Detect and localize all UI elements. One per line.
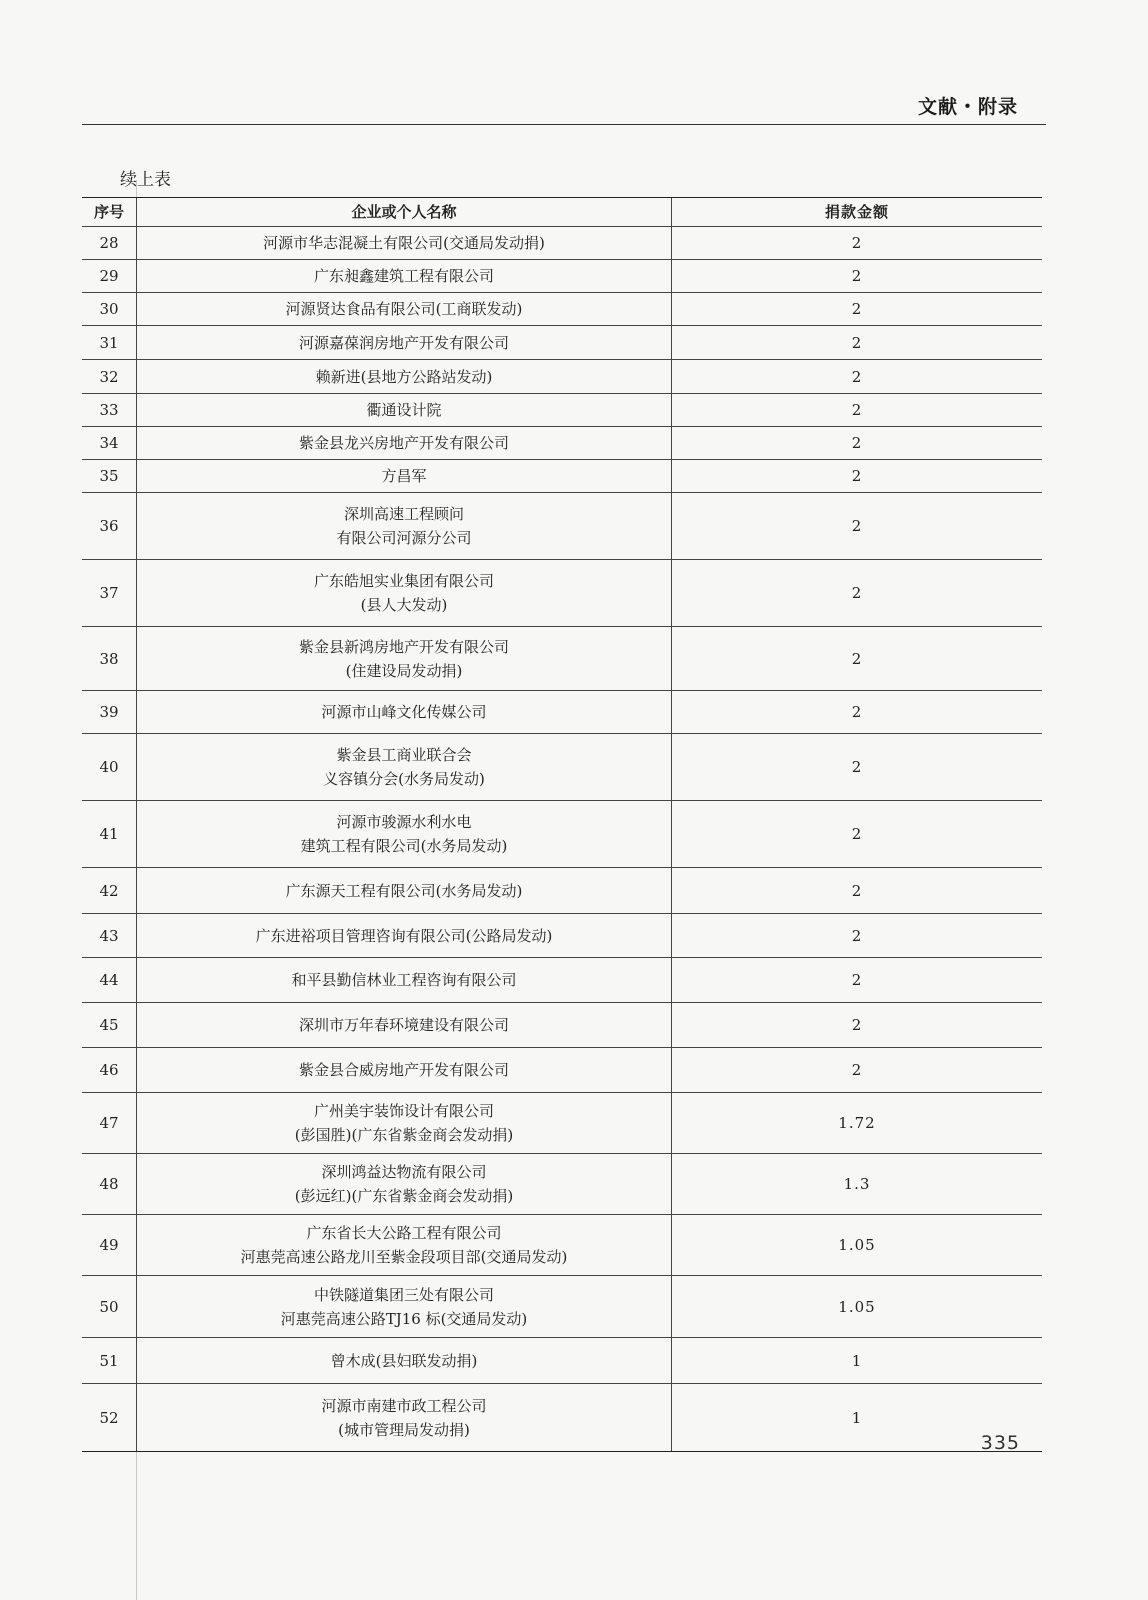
row-name-line: (城市管理局发动捐) xyxy=(338,1420,470,1439)
row-name xyxy=(137,1093,672,1153)
table-row xyxy=(82,1384,1042,1451)
table-row xyxy=(82,1003,1042,1048)
row-name-line: 义容镇分会(水务局发动) xyxy=(323,770,485,788)
row-index: 33 xyxy=(82,394,137,426)
row-amount: 2 xyxy=(851,300,863,318)
row-index: 34 xyxy=(82,427,137,459)
row-name-line: 河源嘉葆润房地产开发有限公司 xyxy=(298,333,509,352)
row-name xyxy=(137,560,672,626)
row-amount: 2 xyxy=(851,758,863,776)
row-index: 30 xyxy=(82,293,137,325)
row-amount: 1 xyxy=(851,1408,863,1427)
row-name xyxy=(137,227,672,259)
row-name xyxy=(137,293,672,325)
table-row xyxy=(82,958,1042,1003)
row-name xyxy=(137,1003,672,1047)
row-amount: 2 xyxy=(851,267,863,285)
table-row xyxy=(82,293,1042,326)
row-index: 46 xyxy=(82,1048,137,1092)
row-name-line: 深圳高速工程顾问 xyxy=(343,505,464,523)
row-name-line: (县人大发动) xyxy=(360,596,448,614)
row-name xyxy=(137,460,672,492)
table-row xyxy=(82,1215,1042,1276)
table-row xyxy=(82,734,1042,801)
row-index: 49 xyxy=(82,1215,137,1275)
row-amount: 2 xyxy=(851,649,863,668)
row-amount: 2 xyxy=(851,467,863,485)
row-name-line: 紫金县新鸿房地产开发有限公司 xyxy=(298,637,509,656)
row-index: 35 xyxy=(82,460,137,492)
row-name-line: 广东昶鑫建筑工程有限公司 xyxy=(313,267,494,285)
row-name xyxy=(137,326,672,359)
row-name-line: 曾木成(县妇联发动捐) xyxy=(330,1351,478,1370)
row-index: 39 xyxy=(82,691,137,733)
table-row xyxy=(82,627,1042,691)
table-row xyxy=(82,560,1042,627)
row-amount: 2 xyxy=(851,825,863,843)
row-name-line: 河源市华志混凝土有限公司(交通局发动捐) xyxy=(263,234,545,252)
row-amount: 1.05 xyxy=(838,1236,876,1254)
row-amount: 2 xyxy=(851,1061,863,1079)
row-name xyxy=(137,734,672,800)
row-name-line: 和平县勤信林业工程咨询有限公司 xyxy=(291,971,517,989)
column-header-amount: 捐款金额 xyxy=(824,203,889,221)
table-row xyxy=(82,227,1042,260)
row-name-line: 河源市山峰文化传媒公司 xyxy=(321,703,487,721)
row-amount: 1 xyxy=(851,1351,863,1370)
row-amount: 2 xyxy=(851,517,863,535)
table-row xyxy=(82,1338,1042,1384)
row-amount: 2 xyxy=(851,367,863,386)
section-header-title: 文献・附录 xyxy=(917,96,1018,118)
row-amount: 2 xyxy=(851,401,863,419)
table-row xyxy=(82,427,1042,460)
row-index: 44 xyxy=(82,958,137,1002)
row-amount: 2 xyxy=(851,584,863,602)
row-name xyxy=(137,1276,672,1337)
table-row xyxy=(82,326,1042,360)
row-index: 31 xyxy=(82,326,137,359)
row-name xyxy=(137,1384,672,1451)
row-index: 38 xyxy=(82,627,137,690)
row-amount: 2 xyxy=(851,703,863,721)
row-name-line: 赖新进(县地方公路站发动) xyxy=(315,367,493,386)
row-name-line: 广东皓旭实业集团有限公司 xyxy=(313,572,494,590)
row-name xyxy=(137,260,672,292)
row-name xyxy=(137,958,672,1002)
row-amount: 2 xyxy=(851,926,863,945)
row-amount: 2 xyxy=(851,971,863,989)
table-row xyxy=(82,394,1042,427)
header-rule xyxy=(82,124,1046,125)
row-amount: 2 xyxy=(851,333,863,352)
row-name-line: 中铁隧道集团三处有限公司 xyxy=(313,1285,494,1304)
row-name xyxy=(137,493,672,559)
row-index: 37 xyxy=(82,560,137,626)
row-name-line: 方昌军 xyxy=(381,467,427,485)
table-row xyxy=(82,801,1042,868)
row-name xyxy=(137,914,672,957)
table-row xyxy=(82,1093,1042,1154)
row-name-line: 深圳鸿益达物流有限公司 xyxy=(321,1163,487,1181)
row-name-line: 广东省长大公路工程有限公司 xyxy=(306,1224,502,1242)
row-name-line: 河源贤达食品有限公司(工商联发动) xyxy=(285,300,523,318)
row-name xyxy=(137,868,672,913)
table-row xyxy=(82,260,1042,293)
row-amount: 2 xyxy=(851,1016,863,1034)
row-amount: 2 xyxy=(851,881,863,900)
row-name xyxy=(137,1154,672,1214)
row-name xyxy=(137,801,672,867)
row-name-line: 紫金县合威房地产开发有限公司 xyxy=(298,1061,509,1079)
row-name-line: (彭远红)(广东省紫金商会发动捐) xyxy=(294,1187,514,1205)
row-index: 42 xyxy=(82,868,137,913)
table-row xyxy=(82,1048,1042,1093)
table-row xyxy=(82,493,1042,560)
row-index: 40 xyxy=(82,734,137,800)
row-index: 32 xyxy=(82,360,137,393)
row-index: 45 xyxy=(82,1003,137,1047)
row-index: 51 xyxy=(82,1338,137,1383)
table-row xyxy=(82,1154,1042,1215)
table-caption: 续上表 xyxy=(120,170,171,190)
row-name xyxy=(137,394,672,426)
column-header-name: 企业或个人名称 xyxy=(137,198,672,226)
row-name-line: 有限公司河源分公司 xyxy=(336,529,472,547)
row-name-line: (彭国胜)(广东省紫金商会发动捐) xyxy=(294,1126,514,1144)
row-index: 52 xyxy=(82,1384,137,1451)
row-name-line: 河源市南建市政工程公司 xyxy=(321,1396,487,1415)
row-amount: 1.05 xyxy=(838,1297,876,1316)
row-name-line: 河惠莞高速公路龙川至紫金段项目部(交通局发动) xyxy=(240,1248,568,1266)
row-name-line: 建筑工程有限公司(水务局发动) xyxy=(300,837,508,855)
row-amount: 2 xyxy=(851,434,863,452)
table-row xyxy=(82,914,1042,958)
table-row xyxy=(82,691,1042,734)
row-amount: 2 xyxy=(851,234,863,252)
row-index: 43 xyxy=(82,914,137,957)
row-index: 28 xyxy=(82,227,137,259)
table-body xyxy=(82,227,1042,1451)
table-row xyxy=(82,868,1042,914)
row-name-line: 衢通设计院 xyxy=(366,401,442,419)
row-amount: 1.72 xyxy=(838,1114,876,1132)
row-index: 36 xyxy=(82,493,137,559)
table-row xyxy=(82,460,1042,493)
row-name xyxy=(137,691,672,733)
row-name-line: 河源市骏源水利水电 xyxy=(336,813,472,831)
row-name-line: 河惠莞高速公路TJ16 标(交通局发动) xyxy=(280,1309,528,1328)
row-index: 50 xyxy=(82,1276,137,1337)
row-index: 47 xyxy=(82,1093,137,1153)
row-name xyxy=(137,627,672,690)
table-row xyxy=(82,360,1042,394)
row-name xyxy=(137,1048,672,1092)
row-name xyxy=(137,1215,672,1275)
row-name xyxy=(137,427,672,459)
row-name-line: 深圳市万年春环境建设有限公司 xyxy=(298,1016,509,1034)
page-number: 335 xyxy=(980,1432,1020,1454)
row-name-line: 广东源天工程有限公司(水务局发动) xyxy=(285,881,523,900)
row-name-line: 紫金县工商业联合会 xyxy=(336,746,472,764)
row-name-line: 广州美宇装饰设计有限公司 xyxy=(313,1102,494,1120)
row-index: 29 xyxy=(82,260,137,292)
table-row xyxy=(82,1276,1042,1338)
row-index: 48 xyxy=(82,1154,137,1214)
row-name-line: (住建设局发动捐) xyxy=(345,661,463,680)
row-name-line: 紫金县龙兴房地产开发有限公司 xyxy=(298,434,509,452)
row-name-line: 广东进裕项目管理咨询有限公司(公路局发动) xyxy=(255,926,553,945)
donation-table xyxy=(82,197,1042,1452)
row-index: 41 xyxy=(82,801,137,867)
column-header-index: 序号 xyxy=(82,198,137,226)
row-amount: 1.3 xyxy=(843,1175,871,1193)
row-name xyxy=(137,1338,672,1383)
row-name xyxy=(137,360,672,393)
table-header-row xyxy=(82,198,1042,227)
